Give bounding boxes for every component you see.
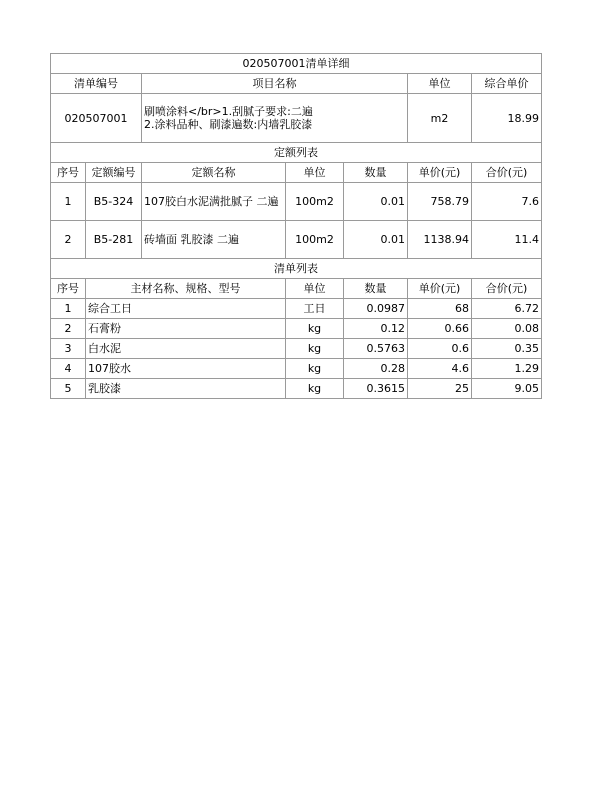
- material-qty: 0.0987: [344, 299, 408, 319]
- material-price: 68: [408, 299, 472, 319]
- unit-header: 单位: [408, 74, 472, 94]
- quota-price: 758.79: [408, 183, 472, 221]
- material-no: 1: [51, 299, 86, 319]
- material-no: 4: [51, 359, 86, 379]
- price-header: 综合单价: [472, 74, 542, 94]
- material-qty: 0.28: [344, 359, 408, 379]
- material-no: 5: [51, 379, 86, 399]
- material-qty: 0.12: [344, 319, 408, 339]
- material-price: 0.66: [408, 319, 472, 339]
- quota-total: 7.6: [472, 183, 542, 221]
- quota-price: 1138.94: [408, 221, 472, 259]
- quota-name: 砖墙面 乳胶漆 二遍: [142, 221, 286, 259]
- code-header: 清单编号: [51, 74, 142, 94]
- quota-col-code: 定额编号: [86, 163, 142, 183]
- material-col-qty: 数量: [344, 279, 408, 299]
- material-qty: 0.3615: [344, 379, 408, 399]
- material-name: 乳胶漆: [86, 379, 286, 399]
- quota-qty: 0.01: [344, 183, 408, 221]
- name-header: 项目名称: [142, 74, 408, 94]
- material-unit: 工日: [286, 299, 344, 319]
- bill-detail-table: [50, 53, 542, 399]
- material-unit: kg: [286, 339, 344, 359]
- material-no: 3: [51, 339, 86, 359]
- material-unit: kg: [286, 379, 344, 399]
- quota-name: 107胶白水泥满批腻子 二遍: [142, 183, 286, 221]
- material-col-price: 单价(元): [408, 279, 472, 299]
- material-no: 2: [51, 319, 86, 339]
- material-row: [51, 359, 542, 379]
- material-header-row: [51, 279, 542, 299]
- quota-col-unit: 单位: [286, 163, 344, 183]
- material-qty: 0.5763: [344, 339, 408, 359]
- material-name: 石膏粉: [86, 319, 286, 339]
- quota-total: 11.4: [472, 221, 542, 259]
- item-code: 020507001: [51, 94, 142, 143]
- item-name-line2: 2.涂料品种、刷漆遍数:内墙乳胶漆: [144, 118, 313, 131]
- material-col-total: 合价(元): [472, 279, 542, 299]
- material-row: [51, 379, 542, 399]
- item-name-line1: 刷喷涂料</br>1.刮腻子要求:二遍: [144, 105, 313, 118]
- material-price: 0.6: [408, 339, 472, 359]
- material-total: 6.72: [472, 299, 542, 319]
- item-name: [142, 94, 408, 143]
- sheet-title: 020507001清单详细: [51, 54, 542, 74]
- quota-unit: 100m2: [286, 183, 344, 221]
- material-name: 综合工日: [86, 299, 286, 319]
- material-total: 9.05: [472, 379, 542, 399]
- quota-col-total: 合价(元): [472, 163, 542, 183]
- material-row: [51, 319, 542, 339]
- quota-row: [51, 183, 542, 221]
- quota-code: B5-281: [86, 221, 142, 259]
- quota-code: B5-324: [86, 183, 142, 221]
- quota-no: 1: [51, 183, 86, 221]
- quota-section-title: 定额列表: [51, 143, 542, 163]
- material-total: 1.29: [472, 359, 542, 379]
- material-col-no: 序号: [51, 279, 86, 299]
- material-total: 0.08: [472, 319, 542, 339]
- material-col-name: 主材名称、规格、型号: [86, 279, 286, 299]
- material-price: 25: [408, 379, 472, 399]
- material-price: 4.6: [408, 359, 472, 379]
- material-row: [51, 339, 542, 359]
- material-col-unit: 单位: [286, 279, 344, 299]
- material-row: [51, 299, 542, 319]
- material-section-title: 清单列表: [51, 259, 542, 279]
- material-total: 0.35: [472, 339, 542, 359]
- quota-col-qty: 数量: [344, 163, 408, 183]
- quota-no: 2: [51, 221, 86, 259]
- quota-header-row: [51, 163, 542, 183]
- material-unit: kg: [286, 359, 344, 379]
- item-price: 18.99: [472, 94, 542, 143]
- material-name: 白水泥: [86, 339, 286, 359]
- material-name: 107胶水: [86, 359, 286, 379]
- quota-col-price: 单价(元): [408, 163, 472, 183]
- item-unit: m2: [408, 94, 472, 143]
- quota-row: [51, 221, 542, 259]
- quota-qty: 0.01: [344, 221, 408, 259]
- quota-col-no: 序号: [51, 163, 86, 183]
- quota-col-name: 定额名称: [142, 163, 286, 183]
- material-unit: kg: [286, 319, 344, 339]
- quota-unit: 100m2: [286, 221, 344, 259]
